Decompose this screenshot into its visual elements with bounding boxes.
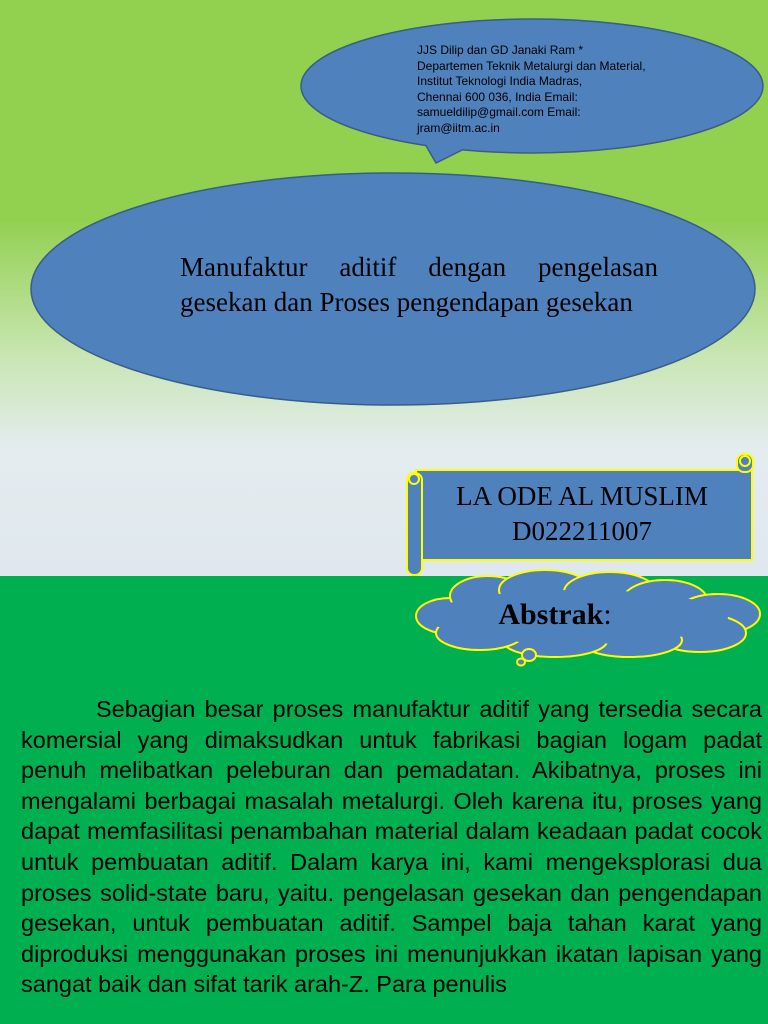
author-affiliation-text: JJS Dilip dan GD Janaki Ram * Departemen Teknik Metalurgi dan Material, Institut Teknologi India Madras, Chennai 600 036, India Email: samueldilip@gmail.com Email: jram@iitm.ac.in <box>417 43 646 135</box>
abstract-heading-label: Abstrak <box>498 598 604 631</box>
abstract-body: Sebagian besar proses manufaktur aditif yang tersedia secara komersial yang dimaksudkan untuk fabrikasi bagian logam padat penuh melibatkan peleburan dan pemadatan. Akibatnya, proses ini mengalami berbagai masalah metalurgi. Oleh karena itu, proses yang dapat memfasilitasi penambahan material dalam keadaan padat cocok untuk pembuatan aditif. Dalam karya ini, kami mengeksplorasi dua proses solid-state baru, yaitu. pengelasan gesekan dan pengendapan gesekan, untuk pembuatan aditif. Sampel baja tahan karat yang diproduksi menggunakan proses ini menunjukkan ikatan lapisan yang sangat baik dan sifat tarik arah-Z. Para penulis <box>21 696 762 998</box>
author-id: D022211007 <box>512 516 652 546</box>
abstract-heading <box>440 596 670 634</box>
slide-title: Manufaktur aditif dengan pengelasan gesekan dan Proses pengendapan gesekan <box>180 252 658 317</box>
author-name-box <box>422 479 742 549</box>
abstract-heading-colon: : <box>603 598 612 631</box>
author-name: LA ODE AL MUSLIM <box>456 481 708 511</box>
